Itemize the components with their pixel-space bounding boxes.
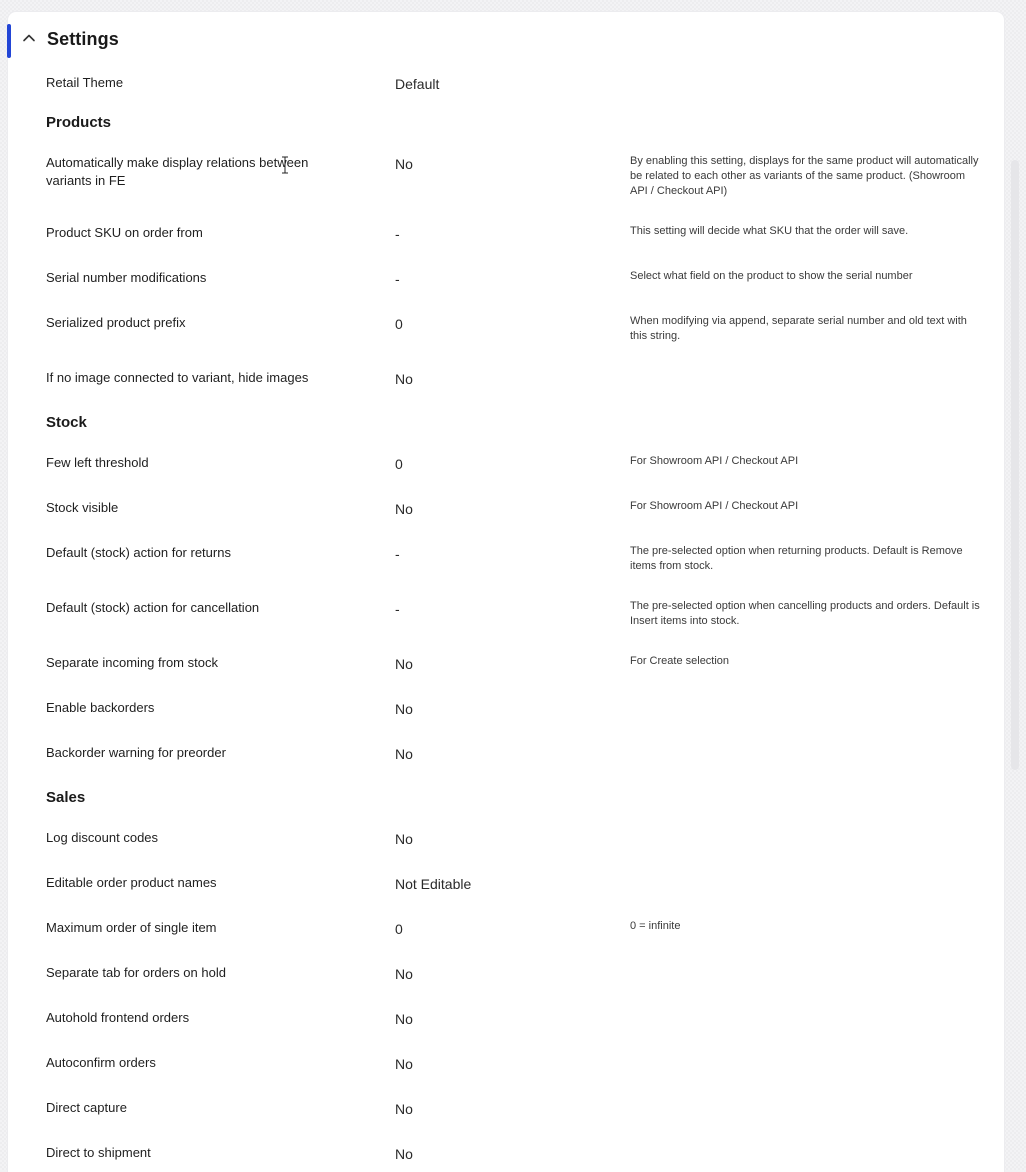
setting-value[interactable]: No <box>395 656 413 672</box>
setting-label: Editable order product names <box>46 875 217 890</box>
setting-label: Retail Theme <box>46 75 124 90</box>
setting-label: Stock visible <box>46 500 119 515</box>
setting-value[interactable]: No <box>395 1011 413 1027</box>
setting-value[interactable]: - <box>395 226 400 242</box>
setting-value[interactable]: No <box>395 1101 413 1117</box>
setting-label: Separate tab for orders on hold <box>46 965 226 980</box>
panel-title: Settings <box>47 29 119 49</box>
setting-value[interactable]: 0 <box>395 316 403 332</box>
setting-label: Log discount codes <box>46 830 159 845</box>
setting-value[interactable]: No <box>395 746 413 762</box>
setting-help-text: The pre-selected option when cancelling products and orders. Default is Insert items into stock. <box>630 600 980 627</box>
setting-label: Default (stock) action for cancellation <box>46 600 260 615</box>
setting-value[interactable]: No <box>395 966 413 982</box>
setting-label: Backorder warning for preorder <box>46 745 226 760</box>
setting-label: Direct capture <box>46 1100 127 1115</box>
setting-label: Serialized product prefix <box>46 315 186 330</box>
setting-value[interactable]: - <box>395 601 400 617</box>
setting-help-text: For Create selection <box>630 655 730 667</box>
chevron-up-icon[interactable] <box>21 30 37 46</box>
setting-value[interactable]: 0 <box>395 456 403 472</box>
setting-label: Direct to shipment <box>46 1145 151 1160</box>
setting-label: Few left threshold <box>46 455 149 470</box>
setting-value[interactable]: - <box>395 546 400 562</box>
section-heading-products: Products <box>46 114 112 131</box>
panel-header[interactable] <box>8 12 1004 68</box>
setting-value[interactable]: Not Editable <box>395 876 472 892</box>
setting-value[interactable]: No <box>395 371 413 387</box>
setting-label: Separate incoming from stock <box>46 655 218 670</box>
setting-help-text: By enabling this setting, displays for the same product will automatically be related to each other as variants of the same product. (Showroom API / Checkout API) <box>630 155 979 197</box>
setting-help-text: This setting will decide what SKU that the order will save. <box>630 225 909 237</box>
setting-label: Automatically make display relations between variants in FE <box>46 155 309 188</box>
setting-help-text: Select what field on the product to show the serial number <box>630 270 913 282</box>
setting-label: Default (stock) action for returns <box>46 545 231 560</box>
setting-value[interactable]: No <box>395 156 413 172</box>
setting-value[interactable]: - <box>395 271 400 287</box>
section-heading-sales: Sales <box>46 789 86 806</box>
setting-label: Enable backorders <box>46 700 155 715</box>
setting-value[interactable]: No <box>395 1056 413 1072</box>
setting-label: If no image connected to variant, hide images <box>46 370 309 385</box>
setting-label: Autohold frontend orders <box>46 1010 190 1025</box>
setting-label: Product SKU on order from <box>46 225 203 240</box>
setting-label: Maximum order of single item <box>46 920 217 935</box>
setting-label: Serial number modifications <box>46 270 207 285</box>
setting-value[interactable]: 0 <box>395 921 403 937</box>
setting-help-text: When modifying via append, separate serial number and old text with this string. <box>630 315 967 342</box>
setting-value[interactable]: No <box>395 501 413 517</box>
setting-value[interactable]: No <box>395 1146 413 1162</box>
setting-help-text: For Showroom API / Checkout API <box>630 500 799 512</box>
setting-label: Autoconfirm orders <box>46 1055 156 1070</box>
section-heading-stock: Stock <box>46 414 87 431</box>
setting-help-text: The pre-selected option when returning products. Default is Remove items from stock. <box>630 545 963 572</box>
scrollbar[interactable] <box>1011 160 1019 770</box>
setting-value[interactable]: Default <box>395 76 440 92</box>
active-section-indicator <box>7 24 11 58</box>
setting-help-text: 0 = infinite <box>630 920 681 932</box>
settings-panel <box>8 12 1004 1172</box>
text-cursor-icon <box>281 156 289 174</box>
setting-help-text: For Showroom API / Checkout API <box>630 455 799 467</box>
setting-value[interactable]: No <box>395 701 413 717</box>
setting-value[interactable]: No <box>395 831 413 847</box>
